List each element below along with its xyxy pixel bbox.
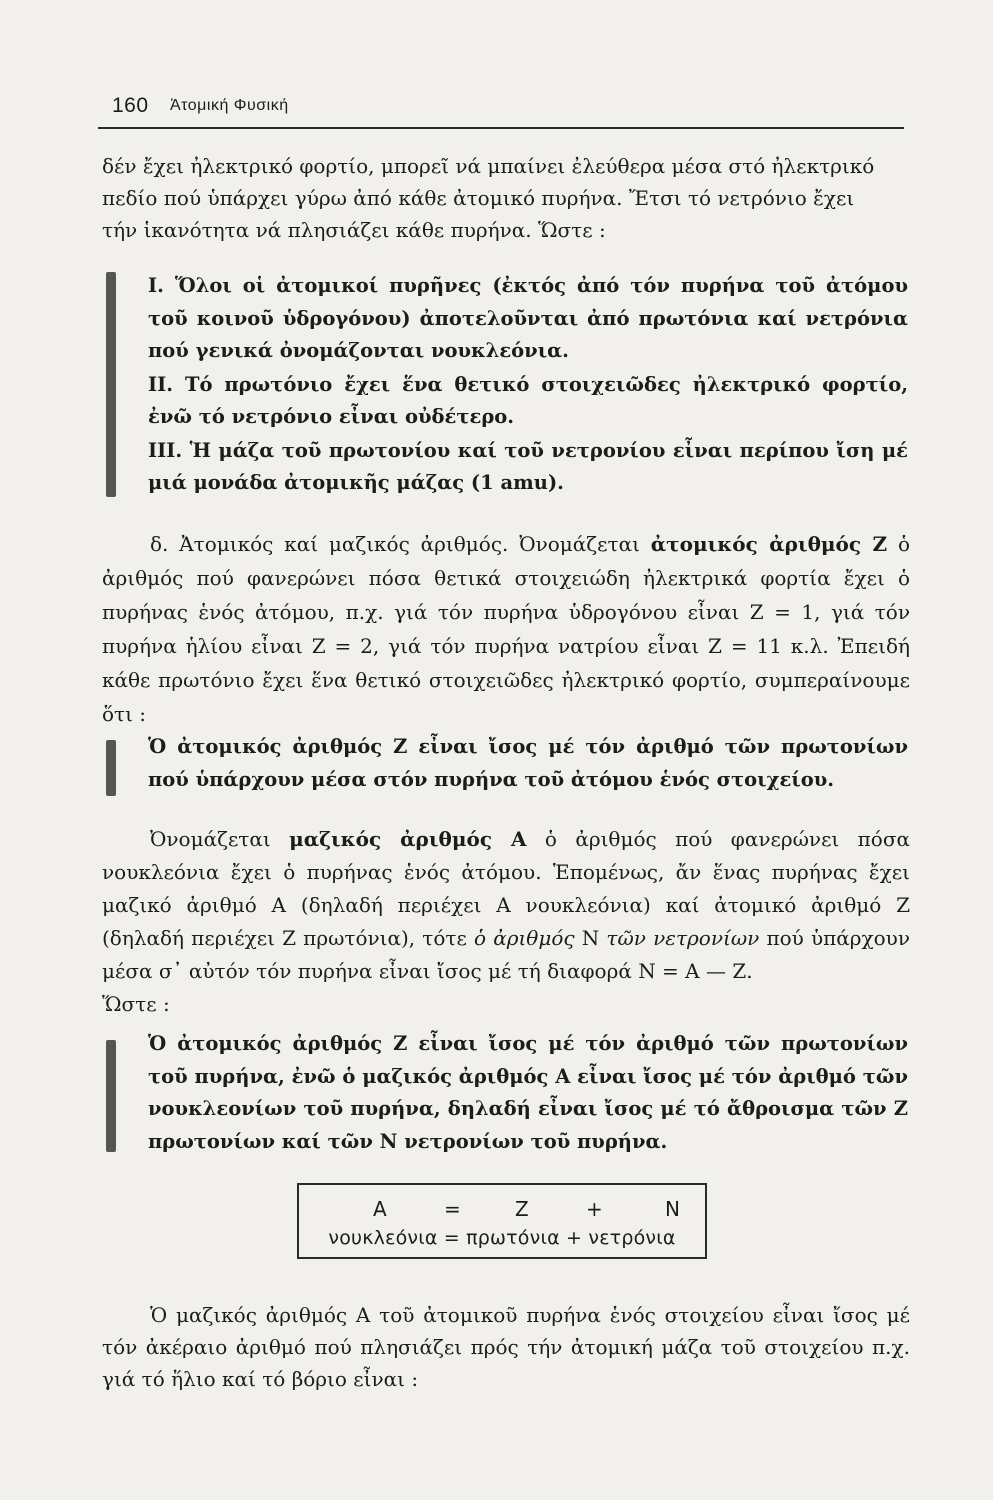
symbol-n: Ν (665, 1197, 680, 1221)
closing-text: Ὁ μαζικός ἀριθμός Α τοῦ ἀτομικοῦ πυρήνα ἑνός στοιχείου εἶναι ἴσος μέ τόν ἀκέραιο ἀριθμό πού πλησιάζει πρός τήν ἀτομική μάζα τοῦ στοιχείου π.χ. γιά τό ἥλιο καί τό βόριο εἶναι : (102, 1303, 910, 1391)
term-mass-number: μαζικός ἀριθμός Α (289, 827, 527, 851)
emphasis: τῶν νετρονίων (606, 926, 760, 950)
formula-words: νουκλεόνια = πρωτόνια + νετρόνια (328, 1227, 676, 1249)
term-atomic-number: ἀτομικός ἀριθμός Ζ (650, 532, 888, 556)
atomic-number-paragraph (102, 527, 910, 731)
principles-list (148, 270, 908, 500)
page-header (112, 92, 902, 124)
text-run: ὁ ἀριθμός πού φανερώνει πόσα νουκλεόνια ἔχει ὁ πυρήνας ἑνός ἀτόμου. Ἑπομένως, ἄν ἕνας πυρήνας ἔχει μαζικό ἀριθμό Α (δηλαδή περιέχει Α νουκλεόνια) καί ἀτομικό ἀριθμό Ζ (δηλαδή περιέχει Ζ πρωτόνια), τότε (102, 827, 910, 950)
intro-line: δέν ἔχει ἠλεκτρικό φορτίο, μπορεῖ νά μπαίνει ἐλεύθερα μέσα στό ἠλεκτρικό (102, 154, 875, 178)
closing-paragraph (102, 1299, 910, 1395)
text-run: Ν (574, 926, 607, 950)
emphasis: ὁ ἀριθμός (474, 926, 575, 950)
symbol-z: Ζ (515, 1197, 529, 1221)
mass-number-paragraph (102, 823, 910, 1021)
highlight-bar (106, 272, 116, 497)
principle-item: III. Ἡ μάζα τοῦ πρωτονίου καί τοῦ νετρονίου εἶναι περίπου ἴση μέ μιά μονάδα ἀτομικῆς μάζας (1 amu). (148, 438, 908, 494)
header-rule (98, 127, 904, 129)
intro-paragraph (102, 150, 910, 246)
highlight-bar (106, 1040, 116, 1152)
intro-line: τήν ἱκανότητα νά πλησιάζει κάθε πυρήνα. Ὥστε : (102, 218, 606, 242)
formula-box (297, 1183, 707, 1259)
section-heading: δ. Ἀτομικός καί μαζικός ἀριθμός. (150, 532, 509, 556)
symbol-a: Α (373, 1197, 387, 1221)
highlight-bar (106, 740, 116, 796)
text-run: ὁ ἀριθμός πού φανερώνει πόσα θετικά στοιχειώδη ἠλεκτρικά φορτία ἔχει ὁ πυρήνας ἑνός ἀτόμου, π.χ. γιά τόν πυρήνα ὑδρογόνου εἶναι Ζ = 1, γιά τόν πυρήνα ἡλίου εἶναι Ζ = 2, γιά τόν πυρήνα νατρίου εἶναι Ζ = 11 κ.λ. Ἐπειδή κάθε πρωτόνιο ἔχει ἕνα θετικό στοιχειῶδες ἠλεκτρικό φορτίο, συμπεραίνουμε ὅτι : (102, 532, 910, 726)
principle-item: II. Τό πρωτόνιο ἔχει ἕνα θετικό στοιχειῶδες ἠλεκτρικό φορτίο, ἐνῶ τό νετρόνιο εἶναι οὐδέτερο. (148, 372, 908, 428)
page-number: 160 (112, 94, 149, 117)
principle-item: I. Ὅλοι οἱ ἀτομικοί πυρῆνες (ἐκτός ἀπό τόν πυρήνα τοῦ ἀτόμου τοῦ κοινοῦ ὑδρογόνου) ἀποτελοῦνται ἀπό πρωτόνια καί νετρόνια πού γενικά ὀνομάζονται νουκλεόνια. (148, 274, 908, 362)
wste-line: Ὥστε : (102, 992, 170, 1016)
definition-text: Ὁ ἀτομικός ἀριθμός Ζ εἶναι ἴσος μέ τόν ἀριθμό τῶν πρωτονίων τοῦ πυρήνα, ἐνῶ ὁ μαζικός ἀριθμός Α εἶναι ἴσος μέ τόν ἀριθμό τῶν νουκλεονίων τοῦ πυρήνα, δηλαδή εἶναι ἴσος μέ τό ἄθροισμα τῶν Ζ πρωτονίων καί τῶν Ν νετρονίων τοῦ πυρήνα. (148, 1032, 908, 1153)
summary-definition (148, 1028, 908, 1158)
formula-symbols (299, 1197, 705, 1221)
intro-line: πεδίο πού ὑπάρχει γύρω ἀπό κάθε ἀτομικό πυρήνα. Ἔτσι τό νετρόνιο ἔχει (102, 186, 855, 210)
definition-text: Ὁ ἀτομικός ἀριθμός Ζ εἶναι ἴσος μέ τόν ἀριθμό τῶν πρωτονίων πού ὑπάρχουν μέσα στόν πυρήνα τοῦ ἀτόμου ἑνός στοιχείου. (148, 735, 908, 791)
text-run: πού ὑπάρχουν μέσα σ᾽ αὐτόν τόν πυρήνα εἶναι ἴσος μέ τή διαφορά Ν = Α — Ζ. (102, 926, 911, 983)
atomic-number-definition (148, 731, 908, 796)
text-run: Ὀνομάζεται (508, 532, 651, 556)
plus-sign: + (586, 1197, 603, 1221)
text-run: Ὀνομάζεται (150, 827, 290, 851)
running-title: Ἀτομική Φυσική (170, 97, 289, 114)
equals-sign: = (444, 1197, 461, 1221)
